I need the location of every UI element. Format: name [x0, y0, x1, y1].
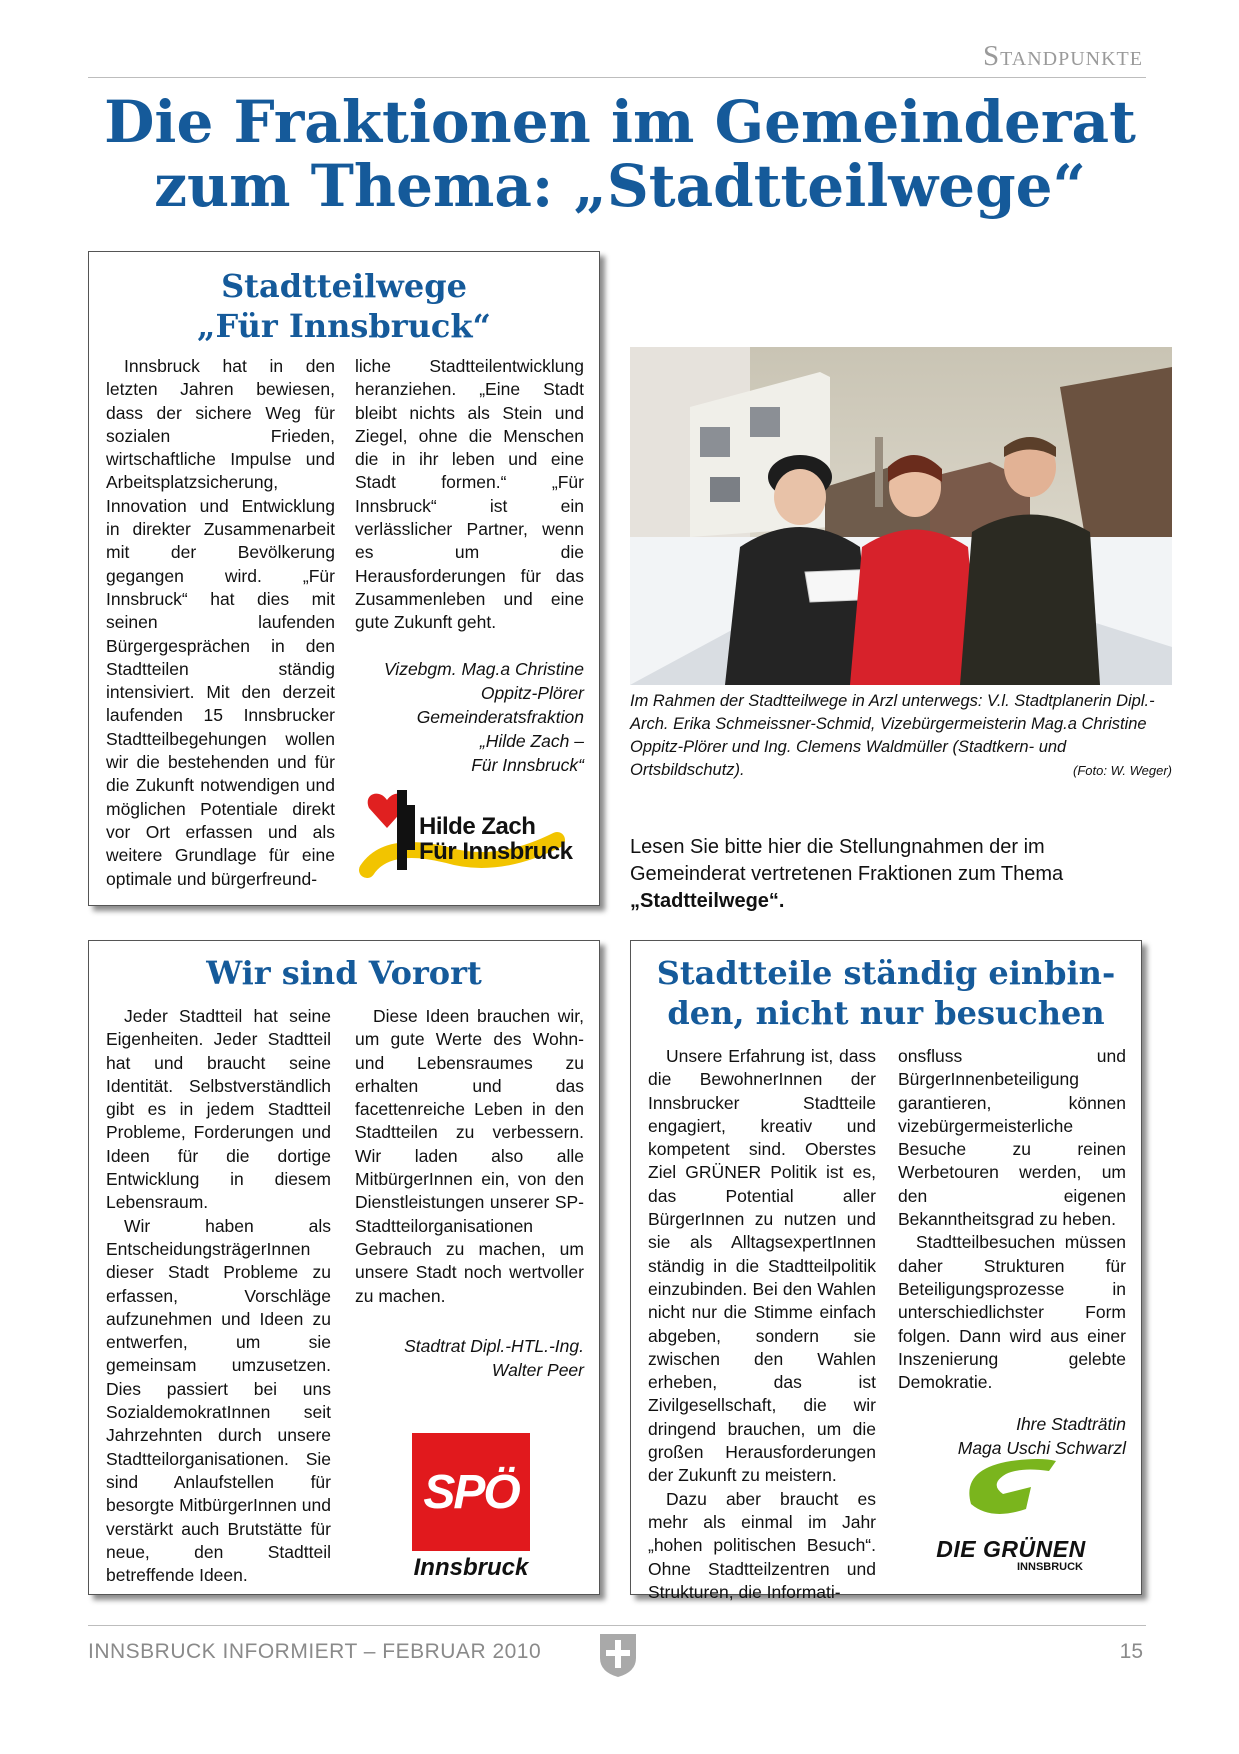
article-column-1 — [648, 1045, 876, 1604]
signature-line: Ihre Stadträtin — [1016, 1414, 1126, 1435]
gruene-logo-text-block — [921, 1537, 1101, 1573]
article-title: Wir sind Vorort — [206, 954, 482, 992]
spoe-logo-subtitle: Innsbruck — [413, 1554, 529, 1581]
signature-line: „Hilde Zach – — [479, 730, 584, 751]
signature-line: Vizebgm. Mag.a Christine — [383, 658, 584, 679]
article-paragraph: Innsbruck hat in den letzten Jahren bewiesen, dass der sichere Weg für sozialen Frieden, wirtschaftliche Impulse und Arbeitsplatzsicherung, Innovation und Entwicklung in direkter Zusammenarbeit mit der Bevölkerung gegangen wird. „Für Innsbruck“ hat dies mit seinen laufenden Bürgergesprächen in den Stadtteilen ständig intensiviert. Mit den derzeit laufenden 15 Innsbrucker Stadtteilbegehungen wollen wir die bestehenden und für die Zukunft notwendigen und möglichen Potentiale direkt vor Ort erfassen und als weitere Grundlage für eine optimale und bürgerfreund- — [106, 356, 335, 889]
article-title-line2: „Für Innsbruck“ — [197, 307, 491, 345]
article-paragraph: liche Stadtteilentwicklung heranziehen. „Eine Stadt bleibt nichts als Stein und Ziegel, ohne die Menschen die in ihr leben und eine Stadt formen.“ „Für Innsbruck“ ist ein verlässlicher Partner, wenn es um die Herausforderungen für das Zusammenleben und eine gute Zukunft geht. — [355, 356, 584, 633]
logo-text-line: Für Innsbruck — [419, 838, 573, 865]
article-column-1 — [106, 1005, 331, 1587]
article-title — [631, 953, 1141, 1033]
signature-line: Gemeinderatsfraktion — [416, 706, 584, 727]
lead-text-bold: „Stadtteilwege“. — [630, 890, 785, 912]
article-photo — [630, 347, 1172, 685]
page-title-line2: zum Thema: „Stadtteilwege“ — [154, 152, 1086, 220]
logo-text-line: Hilde Zach — [419, 813, 536, 840]
hilde-zach-logo-text — [419, 814, 573, 864]
lead-text-body: Lesen Sie bitte hier die Stellungnahmen der im Gemeinderat vertretenen Fraktionen zum Thema — [630, 836, 1064, 885]
article-paragraph: Stadtteilbesuchen müssen daher Strukturen für Beteiligungsprozesse in unterschiedlichster Form folgen. Dann wird aus einer Inszenierung gelebte Demokratie. — [898, 1232, 1126, 1393]
footer-rule — [88, 1625, 1146, 1626]
photo-caption — [630, 690, 1172, 782]
article-title-line2: den, nicht nur besuchen — [667, 994, 1105, 1032]
article-gruene — [630, 940, 1142, 1602]
article-column-1 — [106, 355, 335, 891]
signature-line: Für Innsbruck“ — [471, 754, 584, 775]
article-spoe — [88, 940, 600, 1595]
lead-text — [630, 834, 1142, 915]
article-paragraph: Dazu aber braucht es mehr als einmal im Jahr „hohen politischen Besuch“. Ohne Stadtteilzentren und Strukturen, die Informati- — [648, 1488, 876, 1602]
signature — [355, 1334, 584, 1382]
page-title — [60, 90, 1180, 218]
spoe-logo-text: SPÖ — [423, 1465, 519, 1519]
gruene-logo-graphic — [931, 1449, 1081, 1529]
photo-illustration — [630, 347, 1172, 685]
city-crest-icon — [598, 1632, 638, 1678]
article-paragraph: Jeder Stadtteil hat seine Eigenheiten. Jeder Stadtteil hat und braucht seine Identität. Selbstverständlich gibt es in jedem Stadtteil Probleme, Forderungen und Ideen für die dortige Entwicklung in diesem Lebensraum. — [106, 1006, 331, 1213]
photo-credit: (Foto: W. Weger) — [1073, 763, 1172, 778]
signature-line: Walter Peer — [491, 1359, 584, 1380]
article-paragraph: Unsere Erfahrung ist, dass die BewohnerInnen der Innsbrucker Stadtteile engagiert, kreativ und kompetent sind. Oberstes Ziel GRÜNER Politik ist es, das Potential aller BürgerInnen zu nutzen und sie als AlltagsexpertInnen ständig in die Stadtteilpolitik einzubinden. Bei den Wahlen nicht nur die Stimme einfach abgeben, sondern sie zwischen den Wahlen erheben, das ist Zivilgesellschaft, die wir dringend brauchen, um die großen Herausforderungen der Zukunft zu meistern. — [648, 1046, 876, 1486]
hilde-zach-logo — [357, 770, 587, 890]
signature — [355, 657, 584, 777]
article-title — [89, 266, 599, 346]
signature-line: Oppitz-Plörer — [480, 682, 584, 703]
spoe-logo — [412, 1433, 530, 1551]
signature-line: Stadtrat Dipl.-HTL.-Ing. — [404, 1335, 584, 1356]
article-title-line1: Stadtteile ständig einbin- — [656, 954, 1116, 992]
article-fuer-innsbruck — [88, 251, 600, 906]
article-paragraph: onsfluss und BürgerInnenbeteiligung garantieren, können vizebürgermeisterliche Besuche zu reinen Werbetouren werden, um den eigenen Bekanntheitsgrad zu heben. — [898, 1046, 1126, 1230]
gruene-logo-subtitle: INNSBRUCK — [1017, 1561, 1083, 1573]
page-number: 15 — [1119, 1640, 1143, 1663]
footer-publication: INNSBRUCK INFORMIERT – FEBRUAR 2010 — [88, 1640, 542, 1663]
article-paragraph: Diese Ideen brauchen wir, um gute Werte des Wohn- und Lebensraumes zu erhalten und das facettenreiche Leben in den Stadtteilen zu verbessern. Wir laden also alle MitbürgerInnen ein, von den Dienstleistungen unserer SP-Stadtteilorganisationen Gebrauch zu machen, um unsere Stadt noch wertvoller zu machen. — [355, 1006, 584, 1306]
page-title-line1: Die Fraktionen im Gemeinderat — [104, 88, 1136, 156]
article-paragraph: Wir haben als EntscheidungsträgerInnen dieser Stadt Probleme zu erfassen, Vorschläge aufzunehmen und Ideen zu entwerfen, um sie gemeinsam umzusetzen. Dies passiert bei uns SozialdemokratInnen seit Jahrzehnten durch unsere Stadtteilorganisationen. Sie sind Anlaufstellen für besorgte MitbürgerInnen und verstärkt auch Brutstätte für neue, den Stadtteil betreffende Ideen. — [106, 1215, 331, 1586]
photo-caption-text: Im Rahmen der Stadtteilwege in Arzl unterwegs: V.l. Stadtplanerin Dipl.-Arch. Erika Schmeissner-Schmid, Vizebürgermeisterin Mag.a Christine Oppitz-Plörer und Ing. Clemens Waldmüller (Stadtkern- und Ortsbildschutz). — [630, 692, 1155, 779]
header-rule — [88, 77, 1146, 78]
section-label: Standpunkte — [983, 40, 1143, 72]
gruene-logo-text: DIE GRÜNEN — [936, 1536, 1086, 1562]
gruene-logo — [931, 1449, 1081, 1529]
article-title-line1: Stadtteilwege — [221, 267, 467, 305]
signature-line: Maga Uschi Schwarzl — [957, 1438, 1126, 1459]
